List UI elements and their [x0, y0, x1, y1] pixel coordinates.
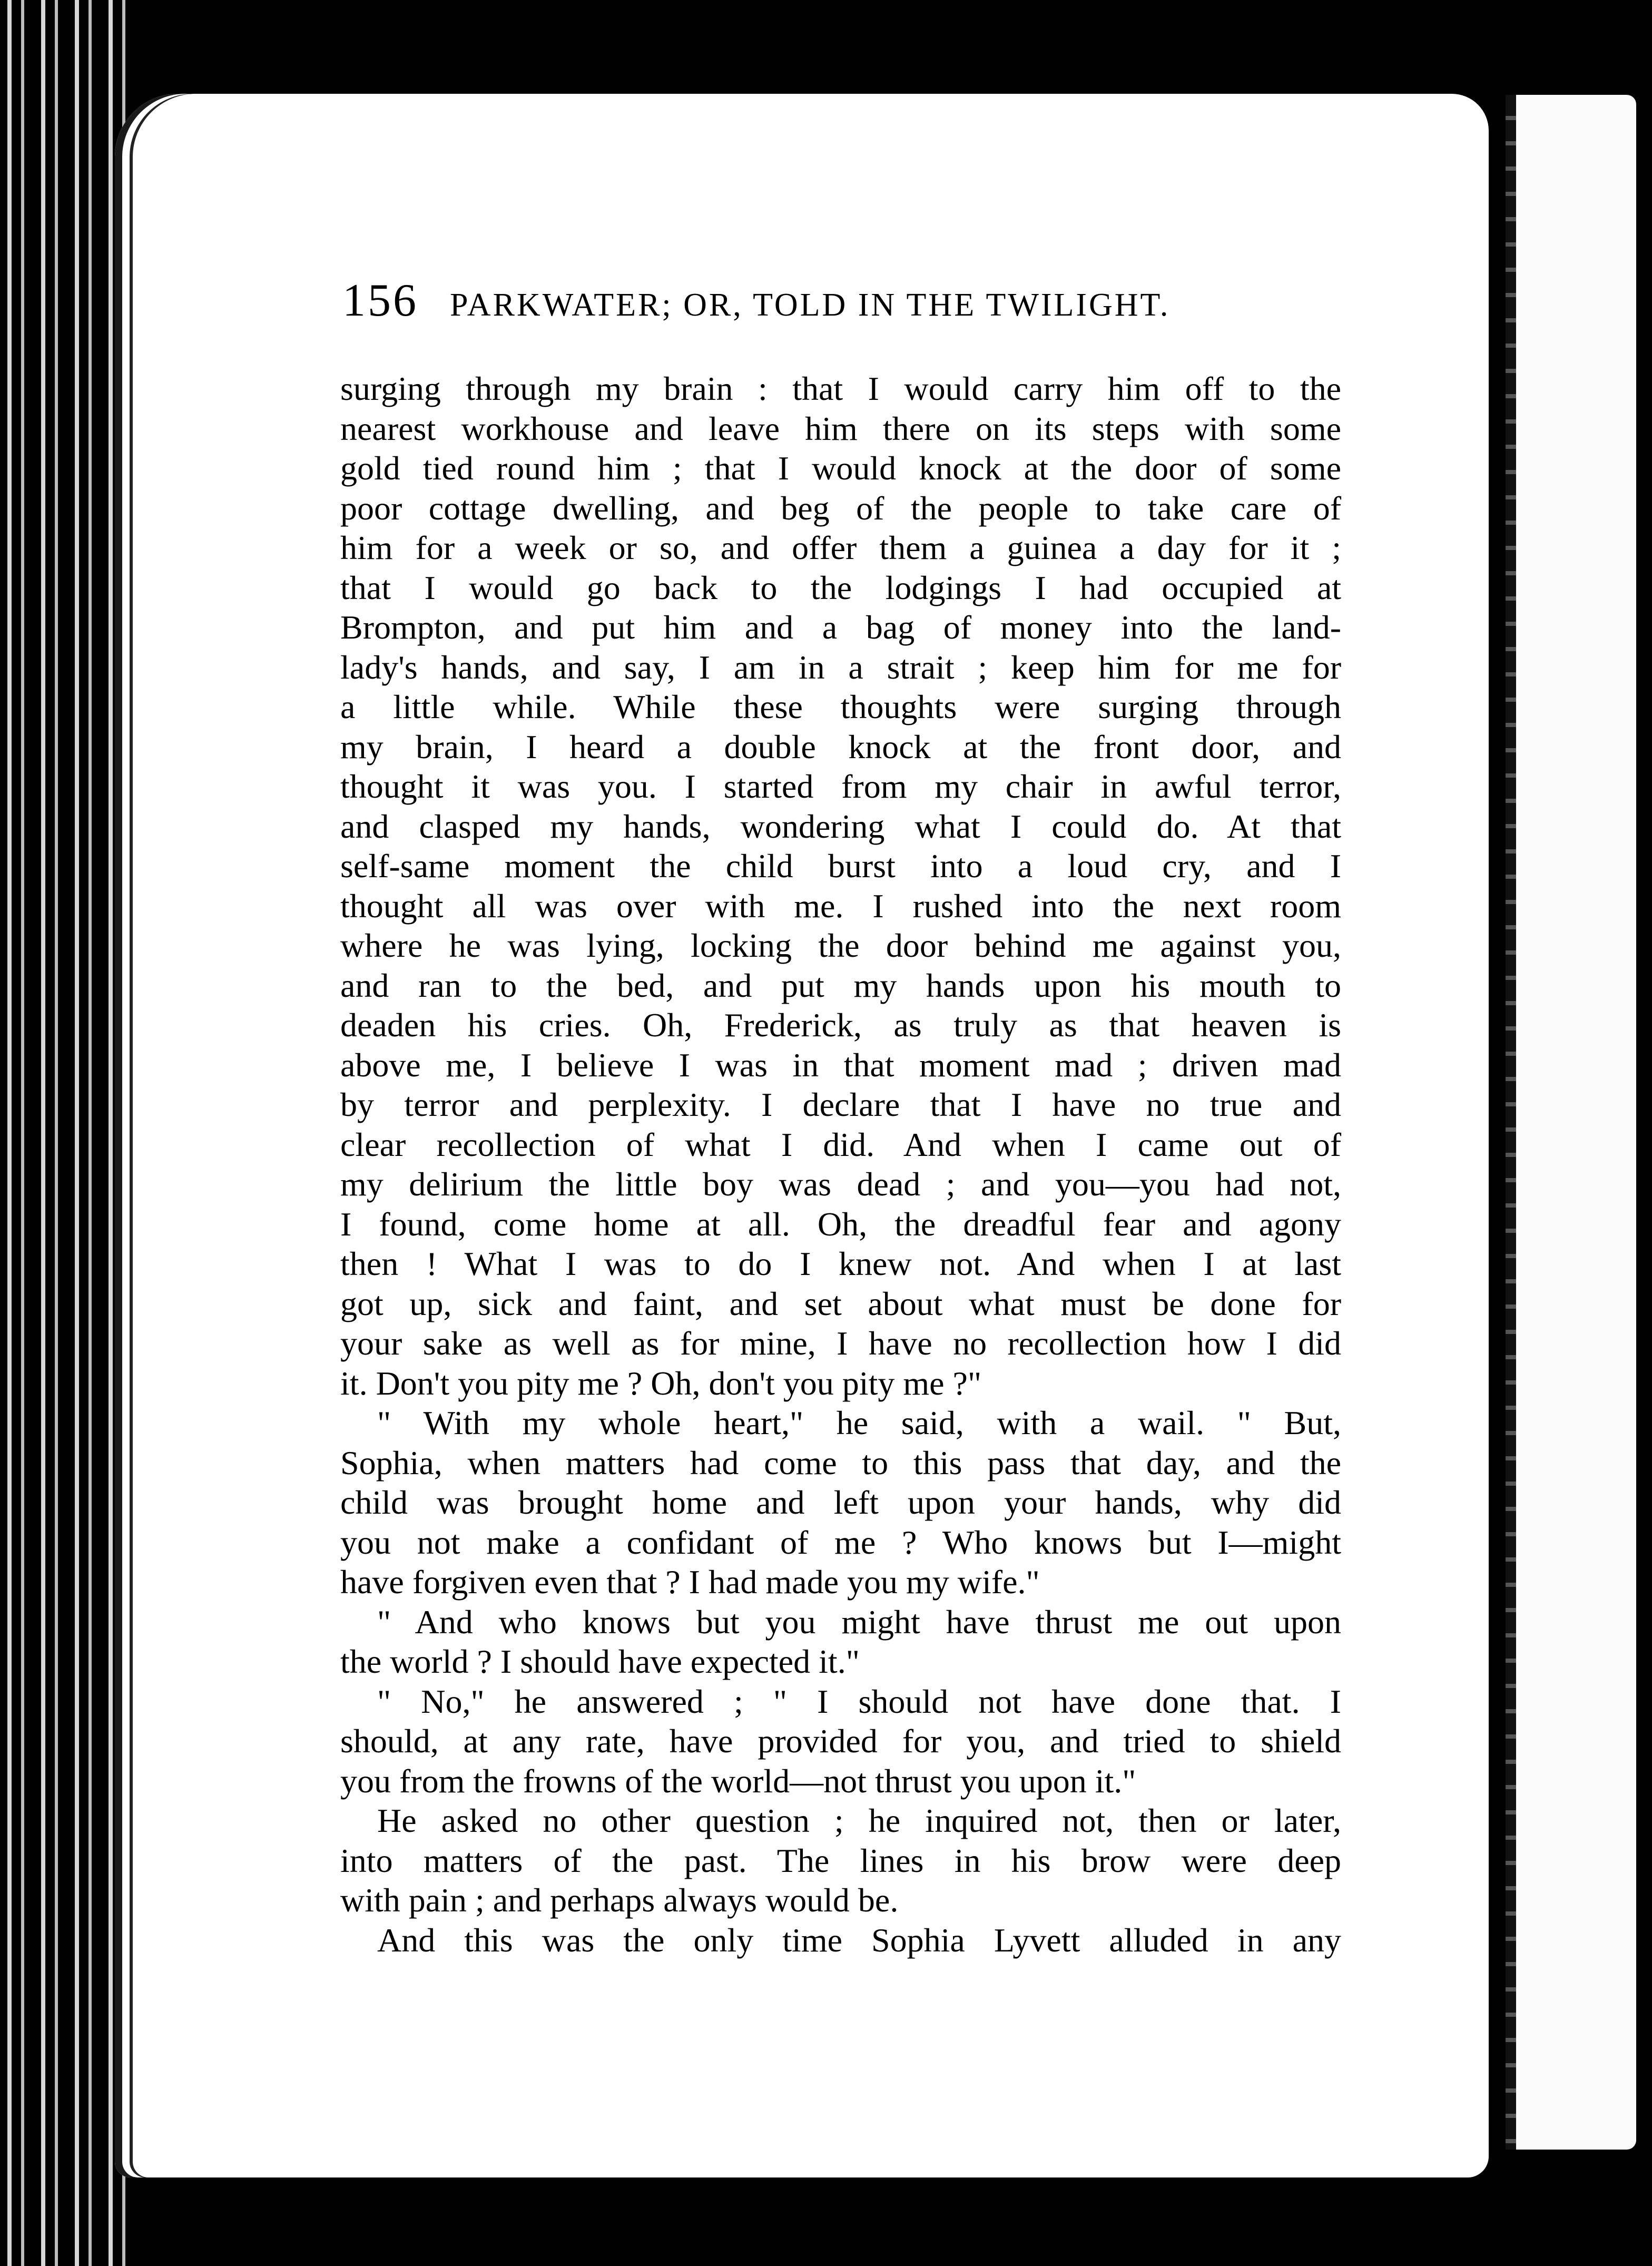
text-line: thought it was you. I started from my chair in awful terror, [340, 768, 1341, 805]
text-line: deaden his cries. Oh, Frederick, as truly as that heaven is [340, 1006, 1341, 1044]
text-line: and ran to the bed, and put my hands upon his mouth to [340, 966, 1341, 1004]
body-text [340, 369, 1341, 1960]
text-line: my delirium the little boy was dead ; and you—you had not, [340, 1165, 1341, 1203]
text-line: poor cottage dwelling, and beg of the people to take care of [340, 489, 1341, 527]
text-line: " With my whole heart," he said, with a wail. " But, [377, 1404, 1341, 1441]
page-number: 156 [342, 275, 418, 326]
running-title: PARKWATER; OR, TOLD IN THE TWILIGHT. [450, 287, 1171, 323]
text-line: got up, sick and faint, and set about what must be done for [340, 1284, 1341, 1322]
text-line: with pain ; and perhaps always would be. [340, 1881, 899, 1919]
text-line: a little while. While these thoughts were surging through [340, 688, 1341, 725]
left-page-edges [0, 0, 132, 2266]
text-line: you from the frowns of the world—not thrust you upon it." [340, 1762, 1136, 1800]
text-line: lady's hands, and say, I am in a strait ; keep him for me for [340, 648, 1341, 686]
text-line: nearest workhouse and leave him there on its steps with some [340, 409, 1341, 447]
text-line: " And who knows but you might have thrust me out upon [377, 1603, 1341, 1641]
text-line: self-same moment the child burst into a loud cry, and I [340, 847, 1341, 885]
text-line: " No," he answered ; " I should not have done that. I [377, 1682, 1341, 1720]
text-line: by terror and perplexity. I declare that I have no true and [340, 1086, 1341, 1123]
text-line: then ! What I was to do I knew not. And when I at last [340, 1245, 1341, 1282]
text-line: child was brought home and left upon your hands, why did [340, 1484, 1341, 1521]
text-line: into matters of the past. The lines in his brow were deep [340, 1841, 1341, 1879]
text-line: And this was the only time Sophia Lyvett alluded in any [377, 1921, 1341, 1959]
text-line: you not make a confidant of me ? Who knows but I—might [340, 1523, 1341, 1561]
text-line: it. Don't you pity me ? Oh, don't you pity me ?" [340, 1364, 982, 1402]
running-header [342, 274, 1359, 327]
text-line: your sake as well as for mine, I have no recollection how I did [340, 1325, 1341, 1362]
text-line: gold tied round him ; that I would knock at the door of some [340, 449, 1341, 487]
text-line: have forgiven even that ? I had made you my wife." [340, 1563, 1040, 1601]
text-line: where he was lying, locking the door behind me against you, [340, 927, 1341, 964]
text-line: clear recollection of what I did. And when I came out of [340, 1125, 1341, 1163]
text-line: surging through my brain : that I would carry him off to the [340, 370, 1341, 407]
text-line: him for a week or so, and offer them a guinea a day for it ; [340, 529, 1341, 566]
text-line: He asked no other question ; he inquired not, then or later, [377, 1802, 1341, 1839]
text-line: my brain, I heard a double knock at the front door, and [340, 728, 1341, 766]
text-line: Brompton, and put him and a bag of money into the land- [340, 609, 1341, 646]
text-line: thought all was over with me. I rushed into the next room [340, 887, 1341, 925]
text-line: the world ? I should have expected it." [340, 1643, 860, 1680]
text-line: Sophia, when matters had come to this pass that day, and the [340, 1444, 1341, 1482]
text-line: and clasped my hands, wondering what I could do. At that [340, 807, 1341, 845]
text-line: above me, I believe I was in that moment mad ; driven mad [340, 1046, 1341, 1084]
text-line: that I would go back to the lodgings I had occupied at [340, 568, 1341, 606]
facing-page-edge [1506, 95, 1636, 2150]
text-line: should, at any rate, have provided for you, and tried to shield [340, 1722, 1341, 1760]
text-line: I found, come home at all. Oh, the dreadful fear and agony [340, 1205, 1341, 1243]
